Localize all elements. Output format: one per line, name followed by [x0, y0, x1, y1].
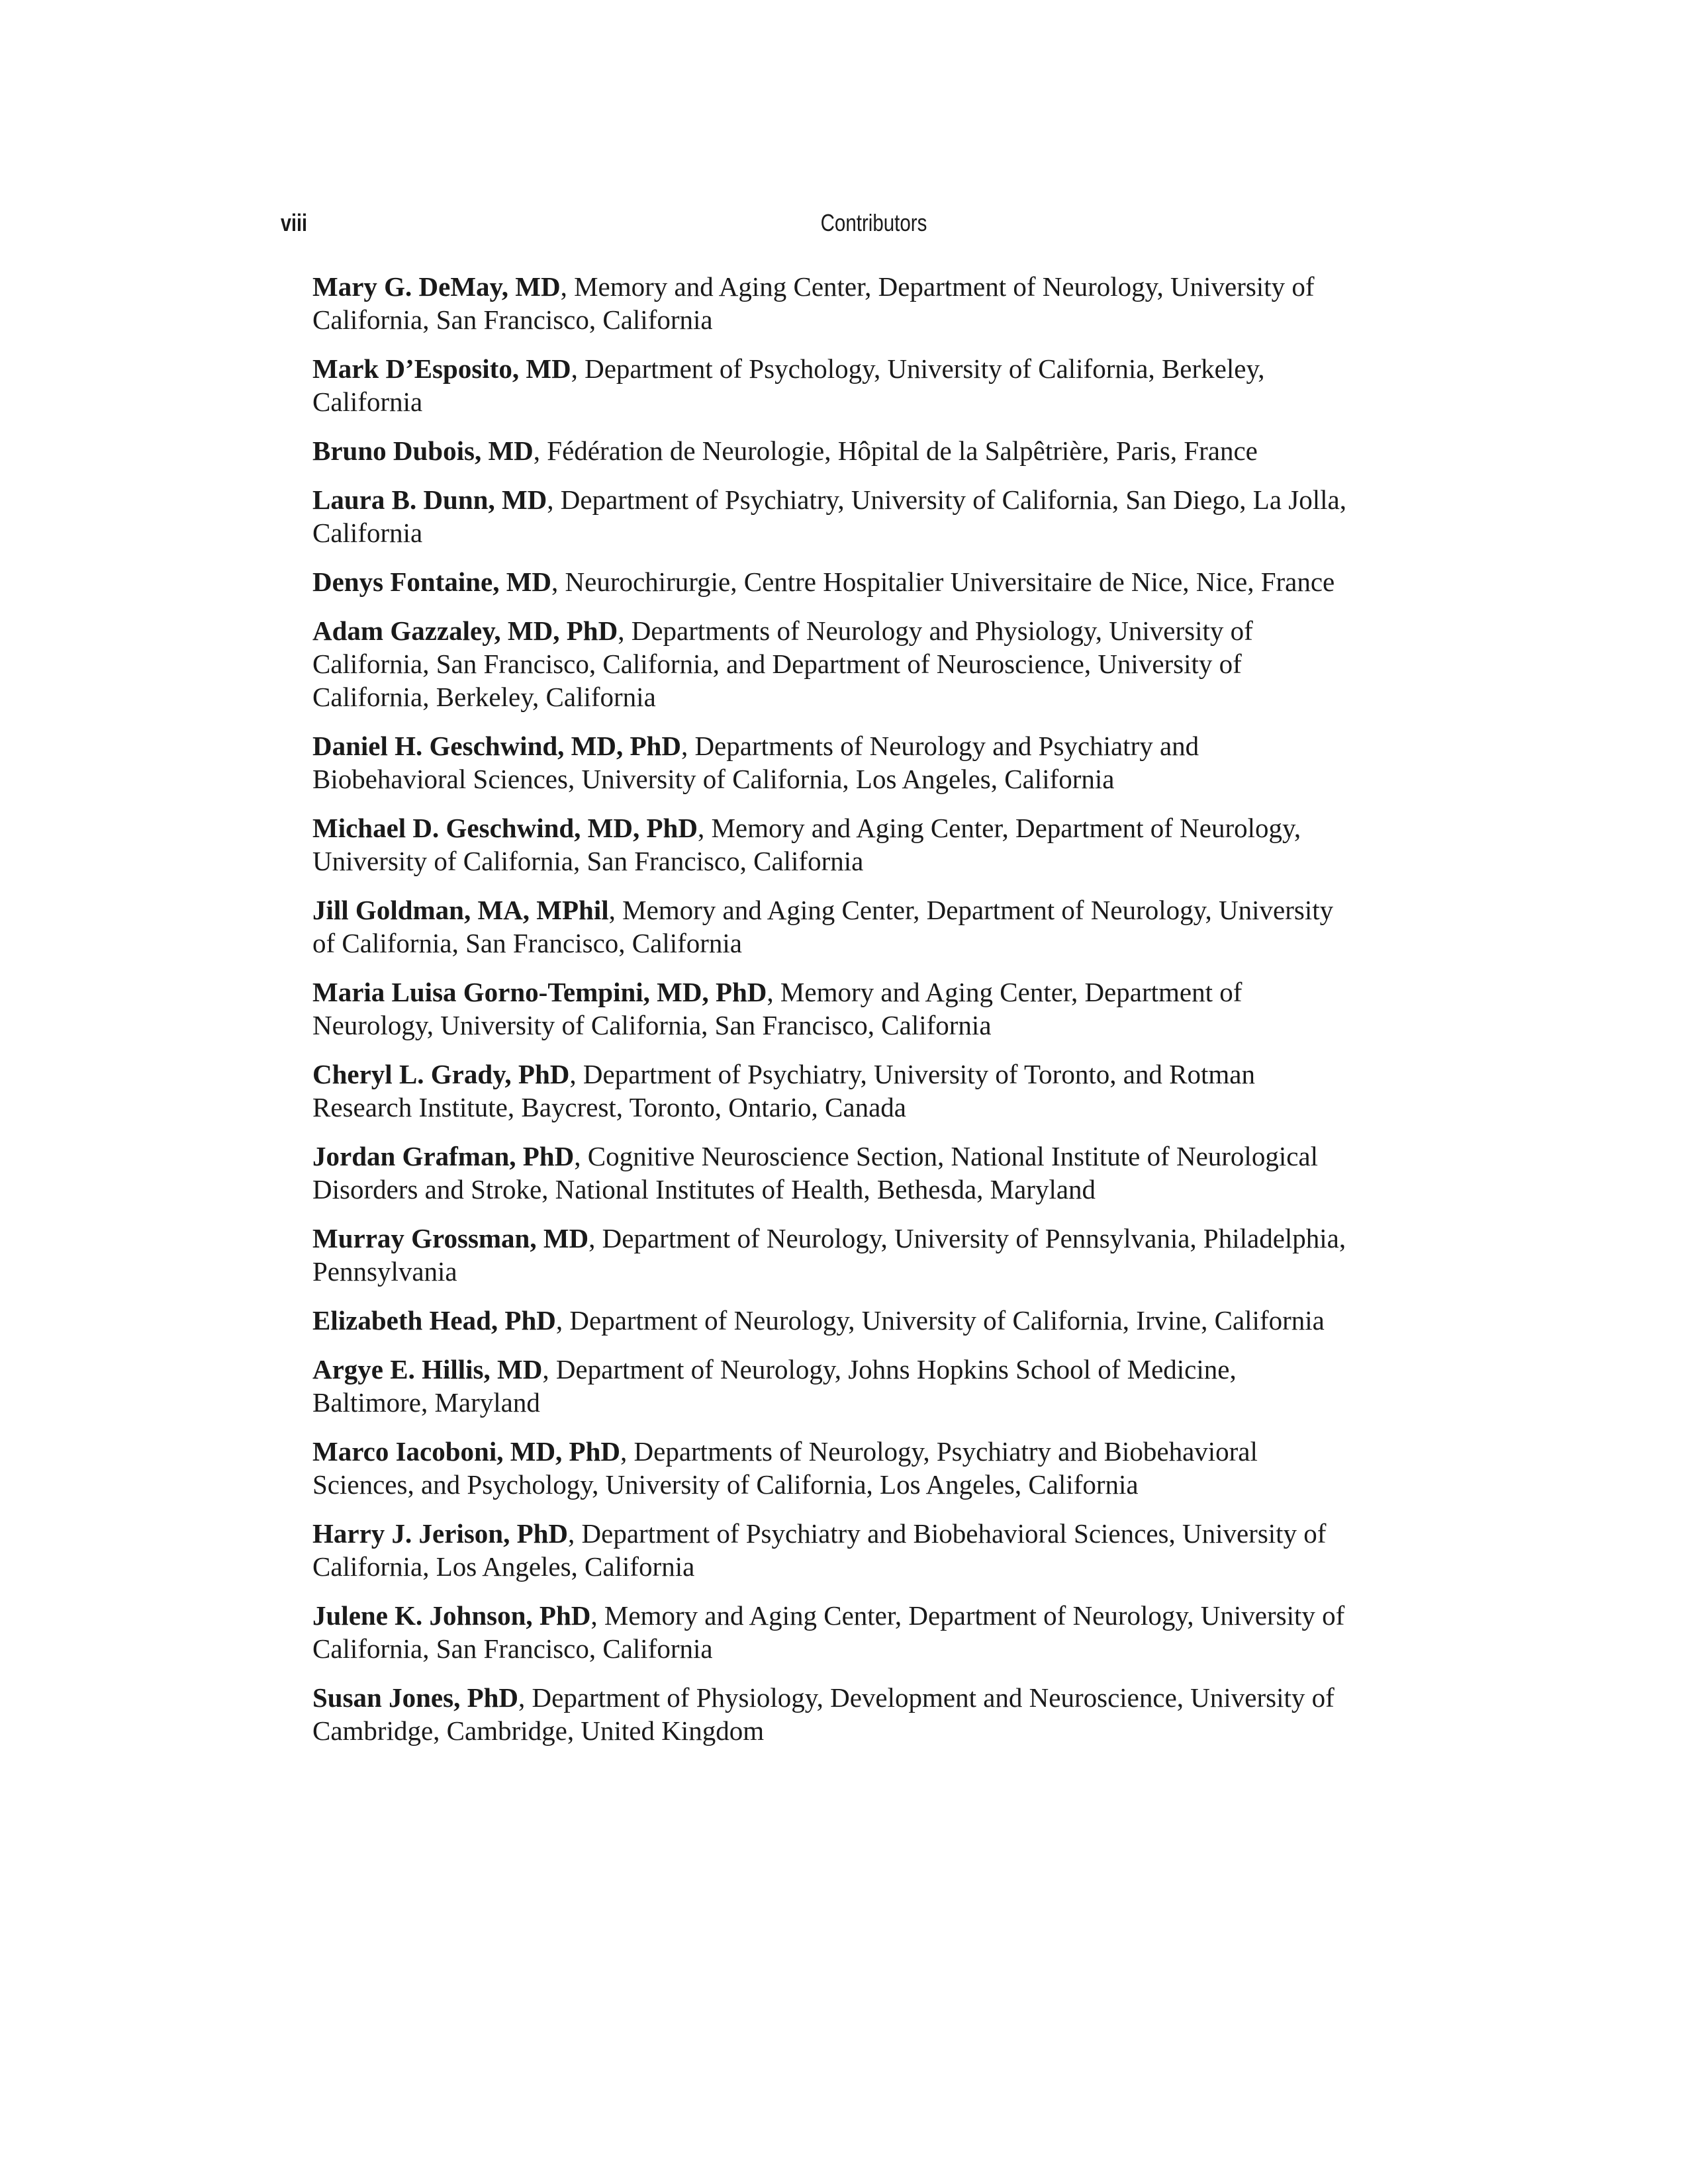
page-number: viii — [281, 209, 308, 236]
contributor-name: Harry J. Jerison, PhD — [312, 1518, 569, 1549]
contributor-entry — [312, 811, 1358, 878]
contributor-name: Murray Grossman, MD — [312, 1223, 589, 1253]
contributor-name: Michael D. Geschwind, MD, PhD — [312, 813, 698, 843]
contributor-entry — [312, 1058, 1358, 1124]
contributor-name: Bruno Dubois, MD — [312, 435, 534, 466]
contributor-affiliation: , Departments of Neurology and Physiology, University of California, San Francisco, California, and Department of Neuroscience, University of California, Berkeley, California — [312, 615, 1253, 712]
contributor-name: Maria Luisa Gorno-Tempini, MD, PhD — [312, 977, 767, 1007]
contributor-entry — [312, 483, 1358, 549]
contributor-entry — [312, 1304, 1358, 1337]
contributor-affiliation: , Memory and Aging Center, Department of Neurology, University of California, San Francisco, California — [312, 813, 1301, 876]
contributor-affiliation: , Department of Neurology, Johns Hopkins School of Medicine, Baltimore, Maryland — [312, 1354, 1237, 1418]
contributor-name: Marco Iacoboni, MD, PhD — [312, 1436, 621, 1467]
contributor-affiliation: , Department of Neurology, University of California, Irvine, California — [555, 1305, 1325, 1336]
contributor-entry — [312, 1435, 1358, 1501]
section-title: Contributors — [820, 209, 927, 236]
contributor-affiliation: , Memory and Aging Center, Department of Neurology, University of California, San Francisco, California — [312, 895, 1334, 958]
contributor-name: Adam Gazzaley, MD, PhD — [312, 615, 618, 646]
contributor-affiliation: , Cognitive Neuroscience Section, National Institute of Neurological Disorders and Stroke, National Institutes of Health, Bethesda, Maryland — [312, 1141, 1318, 1205]
contributor-entry — [312, 1681, 1358, 1747]
contributor-name: Argye E. Hillis, MD — [312, 1354, 543, 1385]
contributor-name: Elizabeth Head, PhD — [312, 1305, 556, 1336]
contributor-affiliation: , Department of Psychiatry, University of California, San Diego, La Jolla, California — [312, 484, 1346, 548]
contributor-affiliation: , Memory and Aging Center, Department of Neurology, University of California, San Francisco, California — [312, 271, 1315, 335]
contributor-entry — [312, 1517, 1358, 1583]
contributor-name: Susan Jones, PhD — [312, 1682, 519, 1713]
contributor-entry — [312, 1599, 1358, 1665]
contributor-name: Mary G. DeMay, MD — [312, 271, 561, 302]
contributor-entry — [312, 1222, 1358, 1288]
contributor-affiliation: , Fédération de Neurologie, Hôpital de la Salpêtrière, Paris, France — [533, 435, 1258, 466]
contributor-entry — [312, 893, 1358, 960]
contributor-affiliation: , Department of Psychiatry, University of Toronto, and Rotman Research Institute, Baycrest, Toronto, Ontario, Canada — [312, 1059, 1256, 1122]
contributor-name: Julene K. Johnson, PhD — [312, 1600, 591, 1631]
contributor-name: Denys Fontaine, MD — [312, 567, 552, 597]
contributor-affiliation: , Department of Neurology, University of Pennsylvania, Philadelphia, Pennsylvania — [312, 1223, 1346, 1287]
contributor-name: Cheryl L. Grady, PhD — [312, 1059, 570, 1089]
contributor-entry — [312, 434, 1358, 467]
contributor-list — [312, 270, 1358, 1763]
contributor-affiliation: , Departments of Neurology, Psychiatry and Biobehavioral Sciences, and Psychology, University of California, Los Angeles, California — [312, 1436, 1258, 1500]
contributor-entry — [312, 1353, 1358, 1419]
contributor-name: Laura B. Dunn, MD — [312, 484, 547, 515]
running-head — [0, 206, 1688, 240]
contributor-entry — [312, 352, 1358, 418]
contributor-affiliation: , Department of Psychology, University of California, Berkeley, California — [312, 353, 1265, 417]
contributor-affiliation: , Memory and Aging Center, Department of Neurology, University of California, San Francisco, California — [312, 1600, 1345, 1664]
contributor-entry — [312, 270, 1358, 336]
contributor-affiliation: , Department of Psychiatry and Biobehavioral Sciences, University of California, Los Angeles, California — [312, 1518, 1327, 1582]
contributor-affiliation: , Departments of Neurology and Psychiatry and Biobehavioral Sciences, University of California, Los Angeles, California — [312, 731, 1199, 794]
contributor-name: Mark D’Esposito, MD — [312, 353, 571, 384]
contributor-entry — [312, 976, 1358, 1042]
contributor-affiliation: , Department of Physiology, Development and Neuroscience, University of Cambridge, Cambridge, United Kingdom — [312, 1682, 1335, 1746]
contributor-name: Daniel H. Geschwind, MD, PhD — [312, 731, 681, 761]
contributor-name: Jill Goldman, MA, MPhil — [312, 895, 609, 925]
contributor-entry — [312, 729, 1358, 796]
contributor-entry — [312, 565, 1358, 598]
contributor-name: Jordan Grafman, PhD — [312, 1141, 575, 1171]
contributor-entry — [312, 614, 1358, 713]
contributor-affiliation: , Memory and Aging Center, Department of Neurology, University of California, San Francisco, California — [312, 977, 1243, 1040]
contributor-affiliation: , Neurochirurgie, Centre Hospitalier Universitaire de Nice, Nice, France — [551, 567, 1335, 597]
contributor-entry — [312, 1140, 1358, 1206]
